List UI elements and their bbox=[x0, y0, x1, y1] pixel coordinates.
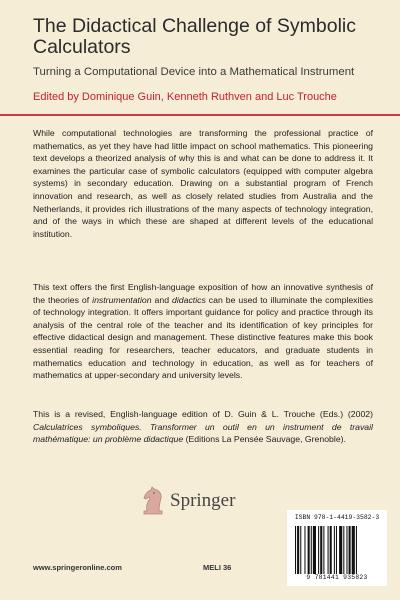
barcode-bar bbox=[336, 526, 337, 574]
blurb-paragraph-2 bbox=[33, 281, 373, 382]
book-title: The Didactical Challenge of Symbolic Calculators bbox=[33, 15, 356, 58]
editors-line: Edited by Dominique Guin, Kenneth Ruthven and Luc Trouche bbox=[33, 91, 337, 103]
barcode-bar bbox=[328, 526, 329, 574]
blurb-text: can be used to illuminate the complexities of technology integration. It offers important guidance for policy and practice through its analysis of the central role of the teacher and its identification of key principles for effective didactical design and management. These distinctive features make this book essential reading for researchers, teacher educators, and graduate students in mathematics education and technology in education, as well as for teachers of mathematics at upper-secondary and university levels. bbox=[33, 294, 373, 381]
book-subtitle: Turning a Computational Device into a Mathematical Instrument bbox=[33, 66, 355, 78]
barcode-bar bbox=[313, 526, 316, 574]
barcode-bar bbox=[297, 526, 299, 574]
isbn-label: ISBN 978-1-4419-3582-3 bbox=[294, 514, 380, 521]
emphasis-didactics: didactics bbox=[172, 294, 206, 305]
blurb-text: (Editions La Pensée Sauvage, Grenoble). bbox=[183, 434, 346, 445]
blurb-text: This text offers the first English-language exposition of how an innovative synthesis of the theories of bbox=[33, 282, 373, 305]
barcode-bar bbox=[308, 526, 310, 574]
barcode bbox=[287, 510, 387, 586]
barcode-bar bbox=[334, 526, 335, 574]
barcode-bar bbox=[356, 526, 357, 574]
barcode-bar bbox=[304, 526, 305, 574]
blurb-text: This is a revised, English-language edition of D. Guin & L. Trouche (Eds.) (2002) bbox=[33, 409, 373, 419]
barcode-bars bbox=[295, 526, 381, 574]
barcode-bar bbox=[346, 526, 347, 574]
barcode-bar bbox=[323, 526, 324, 574]
barcode-bar bbox=[311, 526, 312, 574]
original-title: Calculatrices symboliques. Transformer un outil en un instrument de travail mathématique: un problème didactique bbox=[33, 421, 373, 445]
blurb-paragraph-1: While computational technologies are transforming the professional practice of mathematics, as yet they have had little impact on school mathematics. This pioneering text develops a theorized analysis of why this is and what can be done to address it. It examines the particular case of symbolic calculators (equipped with computer algebra systems) in secondary education. Drawing on a substantial program of French innovation and research, as well as closely related studies from Australia and the Netherlands, it provides rich illustrations of the many aspects of technology integration, and of the ways in which these are shaped at different levels of the educational institution. bbox=[33, 128, 373, 239]
barcode-bar bbox=[320, 526, 322, 574]
series-code: MELI 36 bbox=[203, 563, 232, 572]
blurb-paragraph-3 bbox=[33, 408, 373, 446]
barcode-bar bbox=[349, 526, 351, 574]
blurb-text: and bbox=[151, 294, 173, 305]
divider-rule bbox=[0, 114, 400, 116]
publisher-url[interactable]: www.springeronline.com bbox=[33, 563, 122, 572]
springer-logo bbox=[138, 486, 288, 522]
barcode-bar bbox=[339, 526, 342, 574]
barcode-bar bbox=[300, 526, 301, 574]
barcode-bar bbox=[295, 526, 296, 574]
barcode-number: 9 781441 935823 bbox=[306, 574, 368, 581]
chess-knight-icon bbox=[138, 486, 168, 516]
barcode-bar bbox=[352, 526, 355, 574]
barcode-bar bbox=[318, 526, 319, 574]
springer-wordmark: Springer bbox=[170, 490, 236, 511]
barcode-bar bbox=[330, 526, 332, 574]
emphasis-instrumentation: instrumentation bbox=[92, 294, 152, 305]
barcode-bar bbox=[343, 526, 344, 574]
